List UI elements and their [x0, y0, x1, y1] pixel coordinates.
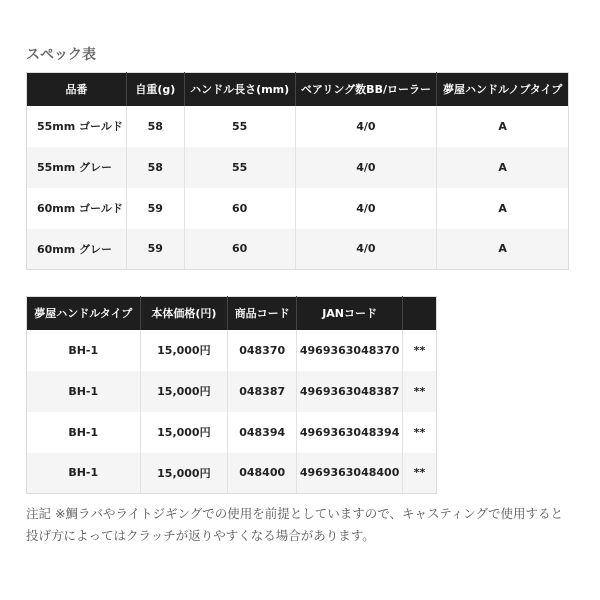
table-cell: 15,000円: [140, 371, 228, 412]
spec-table: [26, 72, 569, 270]
table-cell: A: [437, 147, 569, 188]
price-header-blank: [403, 297, 437, 330]
table-cell: 048370: [228, 330, 297, 371]
table-row: [27, 371, 437, 412]
table-cell: **: [403, 371, 437, 412]
table-cell: 4969363048394: [297, 412, 403, 453]
table-row: [27, 147, 569, 188]
table-cell: 55: [184, 147, 295, 188]
table-cell: 4969363048370: [297, 330, 403, 371]
table-cell: 048394: [228, 412, 297, 453]
table-cell: 55mm ゴールド: [27, 106, 127, 147]
table-cell: A: [437, 106, 569, 147]
table-cell: BH-1: [27, 371, 141, 412]
table-cell: 60: [184, 229, 295, 270]
price-table: [26, 296, 437, 494]
table-cell: 58: [126, 147, 184, 188]
price-header-product-code: 商品コード: [228, 297, 297, 330]
table-cell: 60: [184, 188, 295, 229]
table-cell: 15,000円: [140, 330, 228, 371]
table-cell: BH-1: [27, 412, 141, 453]
table-cell: 4/0: [295, 229, 437, 270]
table-cell: A: [437, 229, 569, 270]
spec-header-part-number: 品番: [27, 73, 127, 106]
spec-table-header-row: [27, 73, 569, 106]
table-cell: BH-1: [27, 453, 141, 494]
price-header-price: 本体価格(円): [140, 297, 228, 330]
table-cell: 4/0: [295, 188, 437, 229]
table-cell: 048387: [228, 371, 297, 412]
table-cell: 4/0: [295, 147, 437, 188]
table-cell: 59: [126, 188, 184, 229]
spec-header-knob-type: 夢屋ハンドルノブタイプ: [437, 73, 569, 106]
table-cell: 55: [184, 106, 295, 147]
table-row: [27, 229, 569, 270]
table-cell: 048400: [228, 453, 297, 494]
price-table-header-row: [27, 297, 437, 330]
spec-header-handle-length: ハンドル長さ(mm): [184, 73, 295, 106]
spec-header-bearings: ベアリング数BB/ローラー: [295, 73, 437, 106]
table-cell: 58: [126, 106, 184, 147]
section-title: スペック表: [26, 47, 96, 63]
table-cell: 4969363048387: [297, 371, 403, 412]
table-cell: 15,000円: [140, 453, 228, 494]
table-cell: **: [403, 330, 437, 371]
table-cell: 4969363048400: [297, 453, 403, 494]
table-cell: 60mm ゴールド: [27, 188, 127, 229]
table-row: [27, 453, 437, 494]
table-cell: 15,000円: [140, 412, 228, 453]
table-row: [27, 106, 569, 147]
table-cell: BH-1: [27, 330, 141, 371]
table-cell: 59: [126, 229, 184, 270]
table-cell: 60mm グレー: [27, 229, 127, 270]
table-row: [27, 330, 437, 371]
spec-header-weight: 自重(g): [126, 73, 184, 106]
table-row: [27, 188, 569, 229]
note-text: 注記 ※鯛ラバやライトジギングでの使用を前提としていますので、キャスティングで使用すると投げ方によってはクラッチが返りやすくなる場合があります。: [26, 506, 563, 543]
price-header-jan-code: JANコード: [297, 297, 403, 330]
price-header-handle-type: 夢屋ハンドルタイプ: [27, 297, 141, 330]
table-cell: A: [437, 188, 569, 229]
table-cell: 55mm グレー: [27, 147, 127, 188]
table-cell: **: [403, 412, 437, 453]
table-row: [27, 412, 437, 453]
table-cell: 4/0: [295, 106, 437, 147]
table-cell: **: [403, 453, 437, 494]
